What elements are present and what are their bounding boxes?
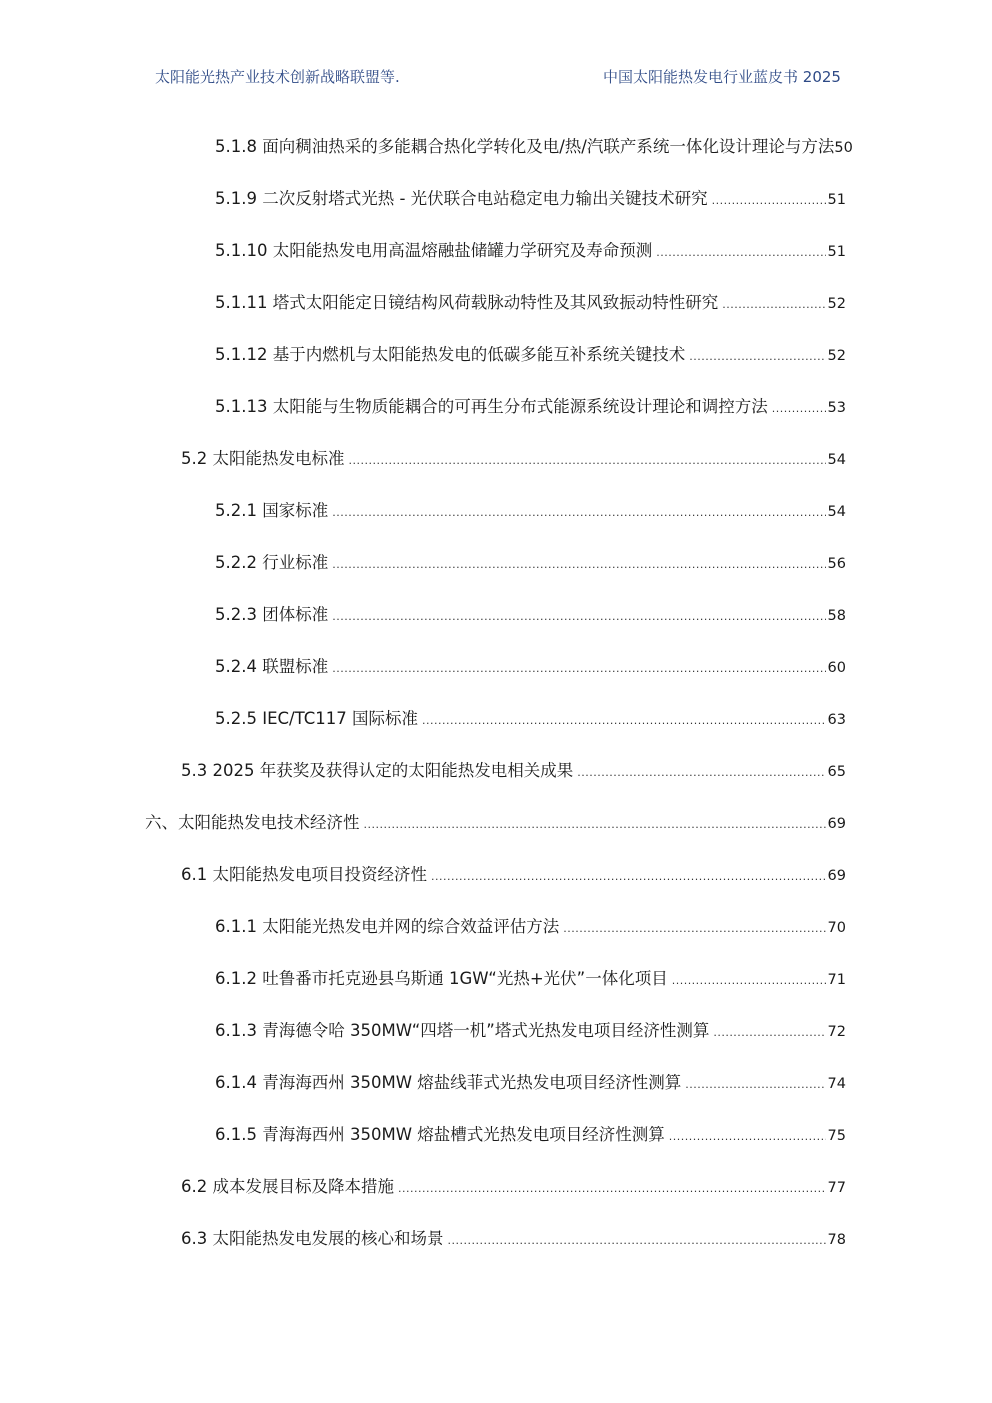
toc-entry-page-number: 51 (827, 244, 846, 260)
toc-entry-title: 5.2 太阳能热发电标准 (181, 449, 345, 468)
toc-dot-leader (713, 1019, 825, 1047)
toc-entry[interactable] (0, 133, 992, 185)
toc-entry-title: 6.1.5 青海海西州 350MW 熔盐槽式光热发电项目经济性测算 (215, 1125, 665, 1144)
toc-dot-leader (685, 1071, 825, 1099)
toc-entry-title: 6.3 太阳能热发电发展的核心和场景 (181, 1229, 444, 1248)
toc-entry-page-number: 63 (827, 712, 846, 728)
toc-dot-leader (712, 187, 826, 215)
toc-dot-leader (577, 759, 825, 787)
toc-dot-leader (364, 811, 826, 839)
toc-dot-leader (431, 863, 826, 891)
toc-entry-title: 5.2.5 IEC/TC117 国际标准 (215, 709, 418, 728)
toc-dot-leader (332, 655, 825, 683)
toc-dot-leader (672, 967, 826, 995)
toc-entry-page-number: 69 (827, 816, 846, 832)
toc-entry[interactable] (0, 445, 992, 497)
toc-entry[interactable] (0, 1017, 992, 1069)
toc-entry-title: 5.1.9 二次反射塔式光热 - 光伏联合电站稳定电力输出关键技术研究 (215, 189, 708, 208)
toc-entry-title: 6.1.3 青海德令哈 350MW“四塔一机”塔式光热发电项目经济性测算 (215, 1021, 710, 1040)
toc-entry[interactable] (0, 705, 992, 757)
toc-entry-page-number: 51 (827, 192, 846, 208)
toc-entry[interactable] (0, 1121, 992, 1173)
toc-entry-title: 六、太阳能热发电技术经济性 (145, 813, 360, 832)
toc-entry[interactable] (0, 289, 992, 341)
page-header (0, 66, 992, 88)
toc-entry-title: 6.2 成本发展目标及降本措施 (181, 1177, 394, 1196)
toc-entry-page-number: 60 (827, 660, 846, 676)
toc-entry-page-number: 54 (827, 452, 846, 468)
toc-entry-page-number: 52 (827, 296, 846, 312)
toc-dot-leader (332, 551, 825, 579)
toc-entry-page-number: 77 (827, 1180, 846, 1196)
toc-dot-leader (448, 1227, 826, 1255)
toc-entry[interactable] (0, 341, 992, 393)
toc-entry[interactable] (0, 757, 992, 809)
toc-dot-leader (669, 1123, 826, 1151)
header-organization: 太阳能光热产业技术创新战略联盟等. (155, 68, 400, 86)
toc-entry[interactable] (0, 185, 992, 237)
toc-dot-leader (332, 499, 825, 527)
toc-entry-page-number: 50 (834, 140, 853, 156)
toc-entry-title: 6.1.1 太阳能光热发电并网的综合效益评估方法 (215, 917, 560, 936)
toc-entry-title: 5.2.3 团体标准 (215, 605, 329, 624)
toc-entry[interactable] (0, 393, 992, 445)
toc-entry[interactable] (0, 653, 992, 705)
toc-entry-page-number: 54 (827, 504, 846, 520)
toc-entry-page-number: 72 (827, 1024, 846, 1040)
toc-entry-title: 5.1.10 太阳能热发电用高温熔融盐储罐力学研究及寿命预测 (215, 241, 653, 260)
toc-entry-page-number: 56 (827, 556, 846, 572)
toc-entry-title: 6.1.2 吐鲁番市托克逊县乌斯通 1GW“光热+光伏”一体化项目 (215, 969, 668, 988)
toc-entry-page-number: 53 (827, 400, 846, 416)
toc-entry-title: 5.1.8 面向稠油热采的多能耦合热化学转化及电/热/汽联产系统一体化设计理论与方法 (215, 137, 835, 156)
toc-dot-leader (656, 239, 825, 267)
header-book-title: 中国太阳能热发电行业蓝皮书 2025 (603, 68, 841, 86)
toc-dot-leader (689, 343, 825, 371)
toc-entry-title: 5.2.2 行业标准 (215, 553, 329, 572)
toc-entry[interactable] (0, 861, 992, 913)
toc-entry[interactable] (0, 965, 992, 1017)
toc-entry[interactable] (0, 497, 992, 549)
toc-entry-title: 6.1 太阳能热发电项目投资经济性 (181, 865, 427, 884)
toc-dot-leader (332, 603, 825, 631)
toc-entry-page-number: 78 (827, 1232, 846, 1248)
toc-entry[interactable] (0, 1225, 992, 1277)
toc-dot-leader (422, 707, 826, 735)
toc-dot-leader (772, 395, 826, 423)
toc-entry-title: 5.1.11 塔式太阳能定日镜结构风荷载脉动特性及其风致振动特性研究 (215, 293, 719, 312)
toc-entry-page-number: 75 (827, 1128, 846, 1144)
toc-dot-leader (722, 291, 825, 319)
toc-entry-page-number: 58 (827, 608, 846, 624)
toc-entry-page-number: 69 (827, 868, 846, 884)
toc-entry-page-number: 65 (827, 764, 846, 780)
table-of-contents (0, 133, 992, 1277)
toc-entry-title: 5.2.1 国家标准 (215, 501, 329, 520)
toc-entry-title: 5.2.4 联盟标准 (215, 657, 329, 676)
toc-entry-page-number: 70 (827, 920, 846, 936)
toc-entry-page-number: 71 (827, 972, 846, 988)
toc-entry[interactable] (0, 549, 992, 601)
toc-dot-leader (398, 1175, 826, 1203)
toc-entry-title: 6.1.4 青海海西州 350MW 熔盐线菲式光热发电项目经济性测算 (215, 1073, 682, 1092)
toc-entry[interactable] (0, 913, 992, 965)
toc-entry-page-number: 74 (827, 1076, 846, 1092)
toc-dot-leader (563, 915, 825, 943)
toc-entry[interactable] (0, 1173, 992, 1225)
toc-entry-title: 5.1.12 基于内燃机与太阳能热发电的低碳多能互补系统关键技术 (215, 345, 686, 364)
toc-entry-title: 5.1.13 太阳能与生物质能耦合的可再生分布式能源系统设计理论和调控方法 (215, 397, 768, 416)
toc-entry[interactable] (0, 809, 992, 861)
toc-entry-page-number: 52 (827, 348, 846, 364)
toc-entry-title: 5.3 2025 年获奖及获得认定的太阳能热发电相关成果 (181, 761, 574, 780)
toc-entry[interactable] (0, 1069, 992, 1121)
toc-entry[interactable] (0, 601, 992, 653)
toc-entry[interactable] (0, 237, 992, 289)
toc-dot-leader (349, 447, 826, 475)
